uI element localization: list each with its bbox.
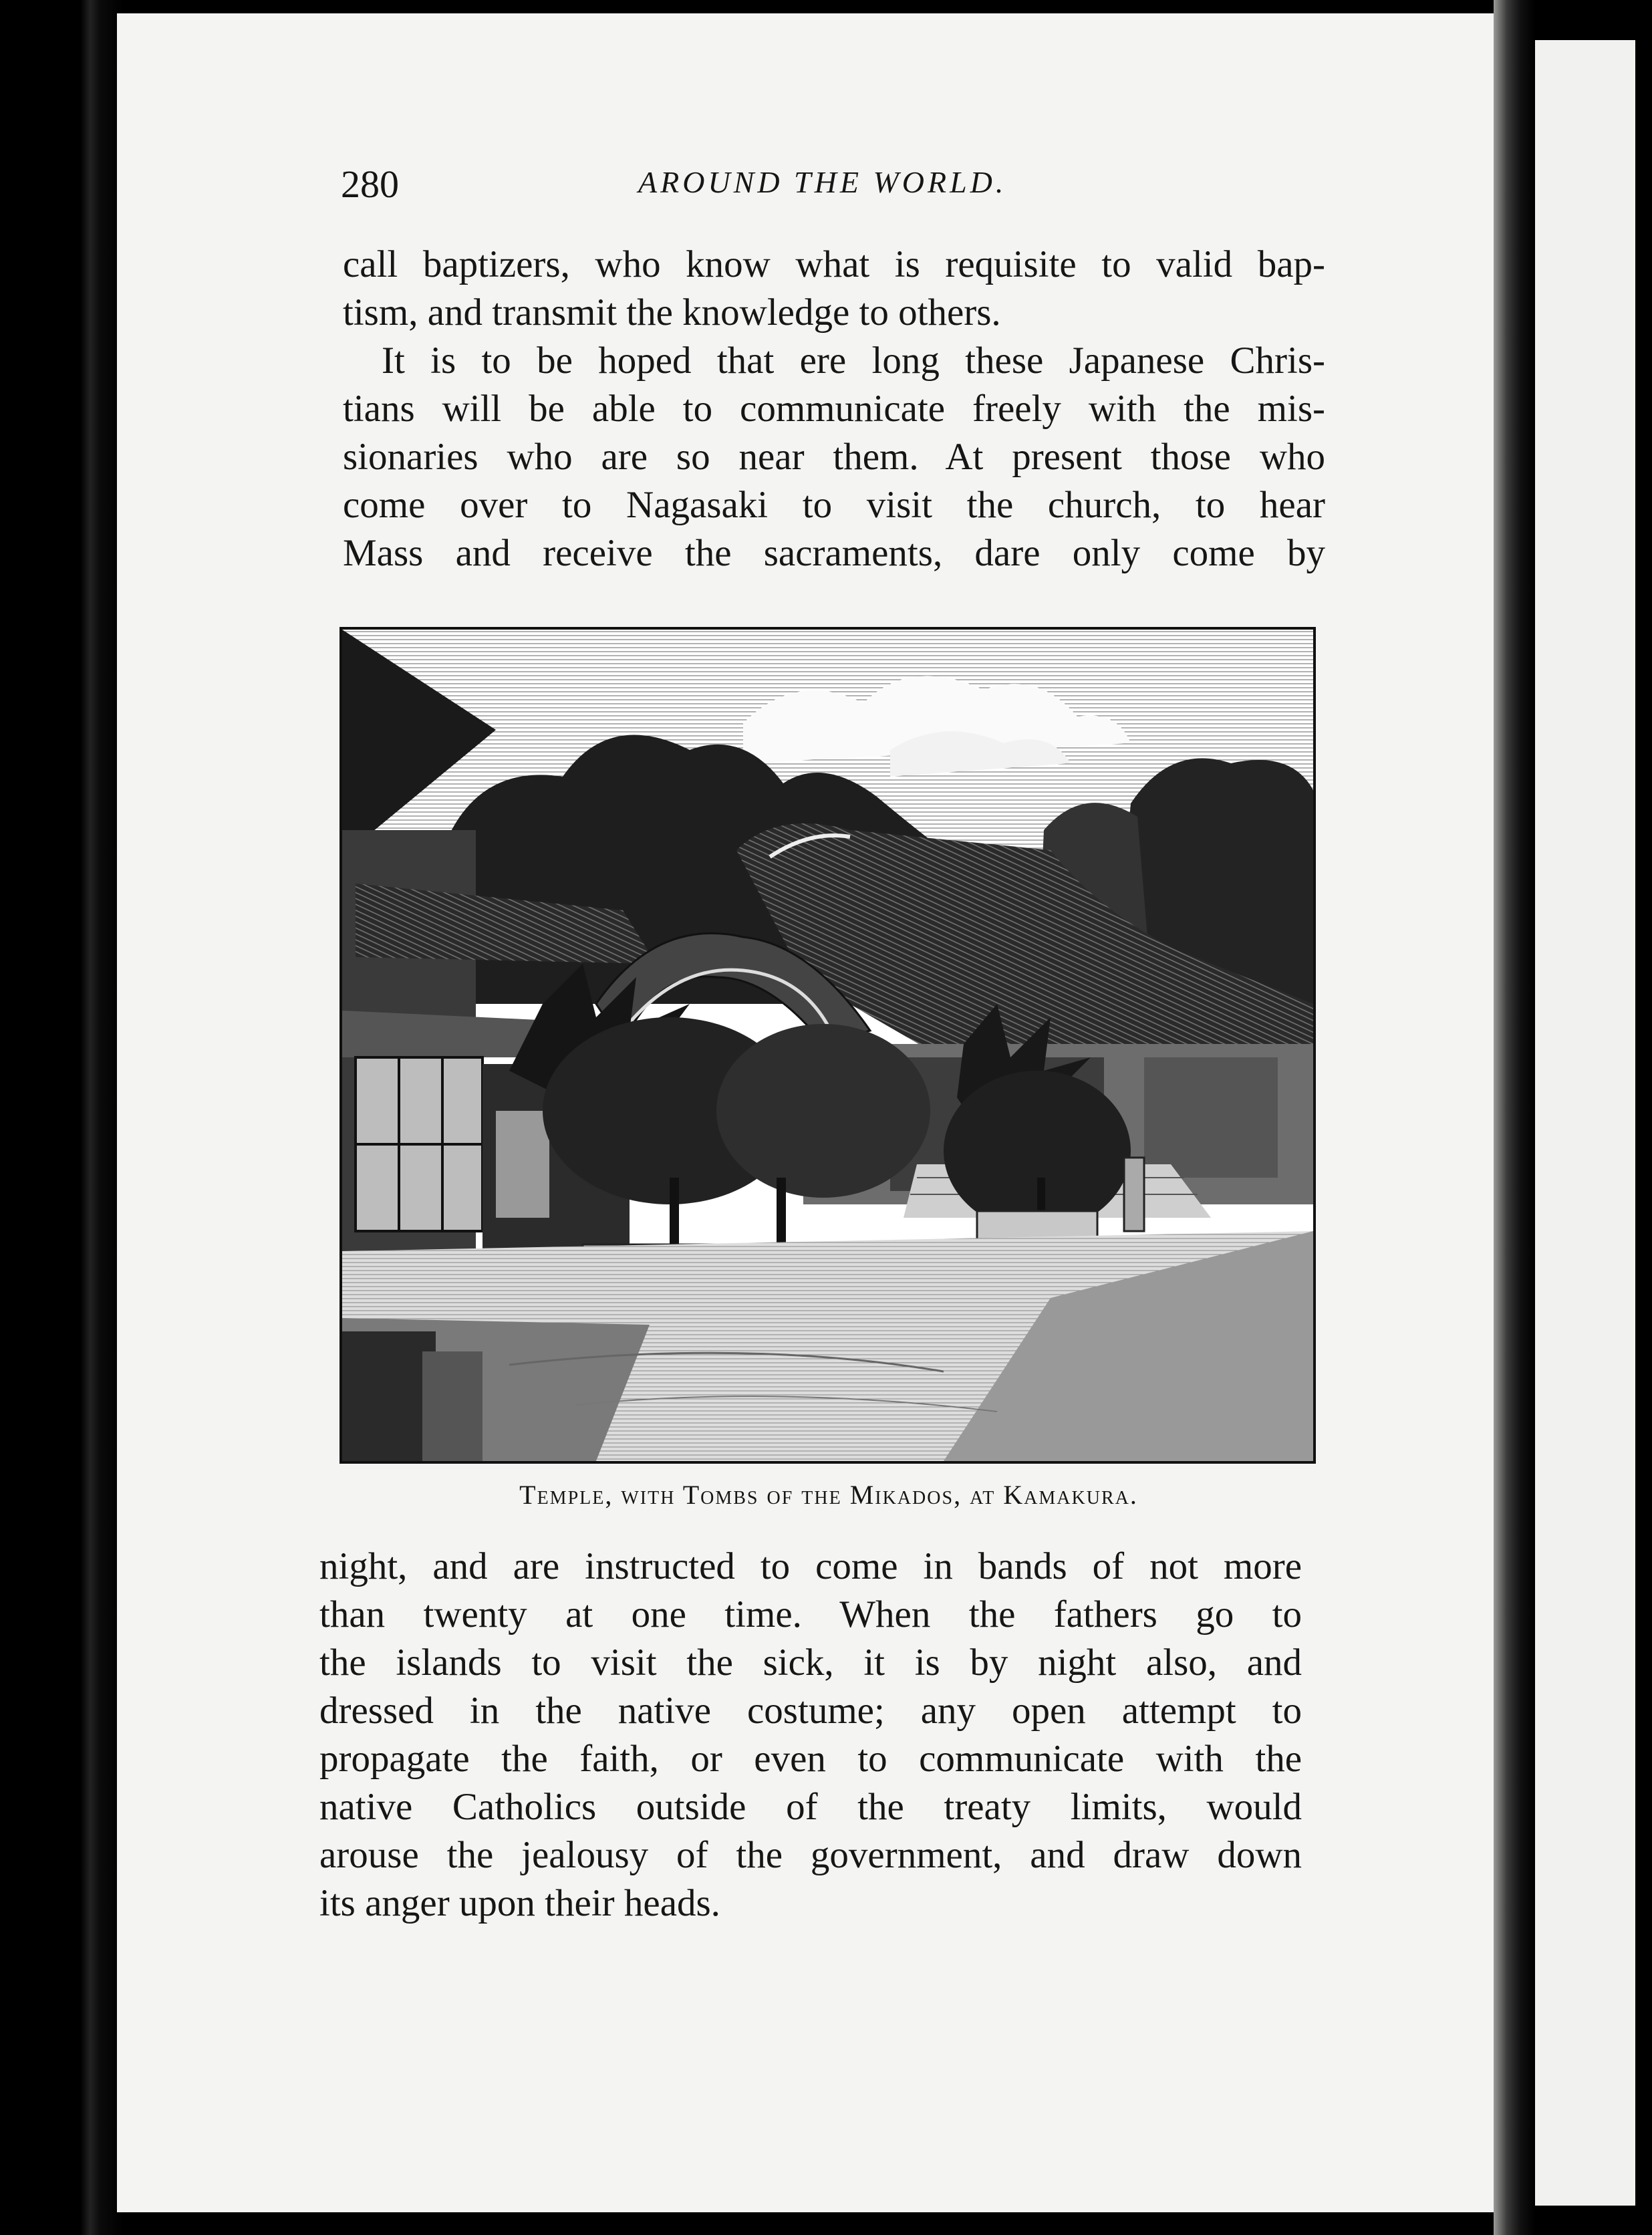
illustration-caption: Temple, with Tombs of the Mikados, at Kamakura.: [519, 1480, 1138, 1510]
text-block-bottom: [319, 1543, 1302, 1928]
text-line: Mass and receive the sacraments, dare only come by: [343, 532, 1325, 574]
text-line: native Catholics outside of the treaty limits, would: [319, 1786, 1302, 1828]
text-block-top: [343, 241, 1325, 577]
text-line: propagate the faith, or even to communicate with the: [319, 1738, 1302, 1780]
text-line: arouse the jealousy of the government, and draw down: [319, 1834, 1302, 1876]
running-head: [341, 162, 1323, 215]
running-title: AROUND THE WORLD.: [638, 165, 1007, 199]
text-line: the islands to visit the sick, it is by night also, and: [319, 1641, 1302, 1684]
text-line: sionaries who are so near them. At present those who: [343, 436, 1325, 478]
text-line: come over to Nagasaki to visit the church, to hear: [343, 484, 1325, 526]
book-edge-left: [0, 0, 124, 2235]
text-line: It is to be hoped that ere long these Japanese Chris-: [382, 340, 1325, 382]
facing-page-edge: [1535, 40, 1635, 2206]
text-line: its anger upon their heads.: [319, 1882, 720, 1924]
text-line: than twenty at one time. When the fathers go to: [319, 1593, 1302, 1635]
temple-engraving: [339, 627, 1316, 1464]
text-line: call baptizers, who know what is requisite to valid bap-: [343, 243, 1325, 285]
text-line: tians will be able to communicate freely with the mis-: [343, 388, 1325, 430]
text-line: tism, and transmit the knowledge to others.: [343, 291, 1001, 334]
book-gutter: [1494, 0, 1535, 2235]
text-line: dressed in the native costume; any open attempt to: [319, 1690, 1302, 1732]
text-line: night, and are instructed to come in bands of not more: [319, 1545, 1302, 1587]
page-number: 280: [341, 162, 399, 206]
